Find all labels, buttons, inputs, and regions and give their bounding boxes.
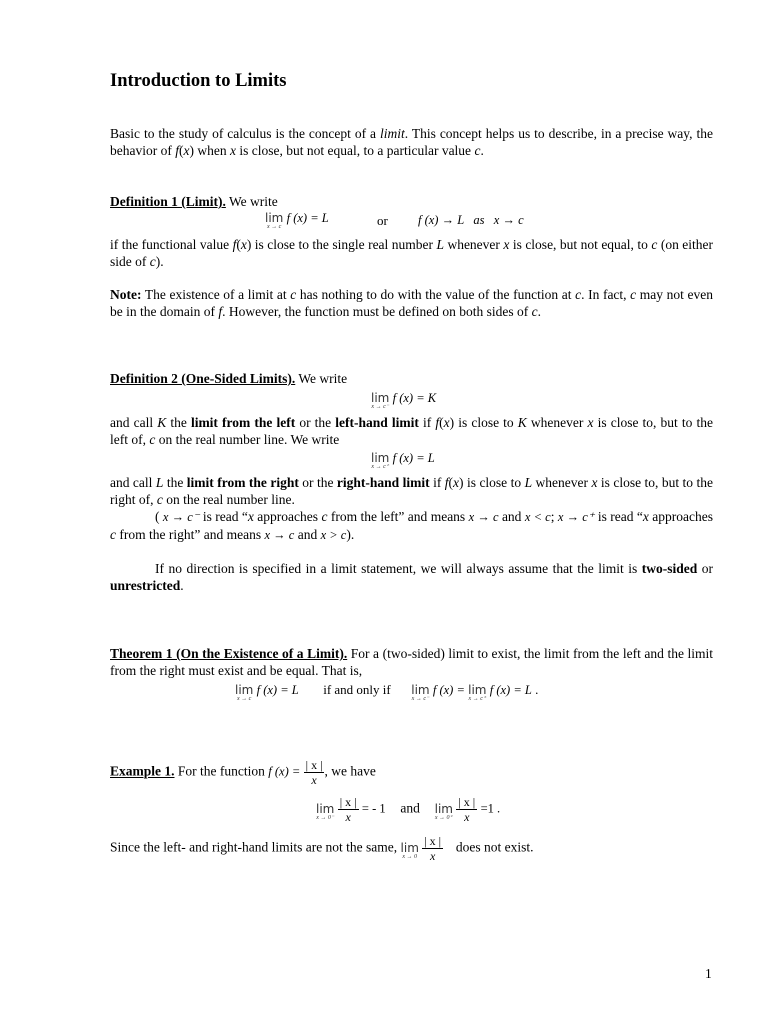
note-label: Note: xyxy=(110,287,142,302)
theorem-1-paragraph: Theorem 1 (On the Existence of a Limit). For a (two-sided) limit to exist, the limit from the left and the limit from the right must exist and be equal. That is, xyxy=(110,646,713,678)
definition-2-heading-line: Definition 2 (One-Sided Limits). We write xyxy=(110,371,348,386)
example-1-conclusion: Since the left- and right-hand limits are not the same, lim x → 0 $\frac{| x |}{x}$ does not exist. xyxy=(110,834,534,863)
theorem-1-heading: Theorem 1 (On the Existence of a Limit). xyxy=(110,646,348,661)
definition-2-right-limit-text: and call L the limit from the right or the right-hand limit if f(x) is close to L whenever x is close to, but to the right of, c on the real number line. xyxy=(110,475,713,507)
note-paragraph: Note: The existence of a limit at c has nothing to do with the value of the function at c. In fact, c may not even be in the domain of f. However, the function must be defined on both sides of c. xyxy=(110,287,713,319)
theorem-1-equation: lim x → c f (x) = L if and only if lim x → c⁻ f (x) = lim x → c⁺ f (x) = L . xyxy=(235,682,539,702)
definition-2-default-text: If no direction is specified in a limit statement, we will always assume that the limit is two-sided or unrestricted. xyxy=(110,561,713,593)
definition-1-equation-right: f (x) → L as x → c xyxy=(418,213,524,227)
page-number: 1 xyxy=(705,966,712,981)
page-title: Introduction to Limits xyxy=(110,71,287,91)
definition-2-equation-left: lim x → c⁻ f (x) = K xyxy=(371,391,437,410)
example-1-limits: lim x → 0⁻ $\frac{| x |}{x}$ = - 1 and lim x → 0⁺ $\frac{| x |}{x}$ =1 . xyxy=(316,795,501,824)
definition-1-heading-line: Definition 1 (Limit). We write xyxy=(110,194,278,209)
definition-1-body: if the functional value f(x) is close to the single real number L whenever x is close, but not equal, to c (on either side of c). xyxy=(110,237,714,269)
definition-1-equation-left: lim x → c f (x) = L xyxy=(265,211,329,230)
definition-2-notation-text: ( x → c⁻ is read “x approaches c from the left” and means x → c and x < c; x → c⁺ is read “x approaches c from the right” and means x → c and x > c). xyxy=(110,509,714,542)
definition-1-heading: Definition 1 (Limit). xyxy=(110,194,226,209)
definition-2-equation-right: lim x → c⁺ f (x) = L xyxy=(371,451,435,470)
intro-paragraph: Basic to the study of calculus is the concept of a limit. This concept helps us to describe, in a precise way, the behavior of f(x) when x is close, but not equal, to a particular value c. xyxy=(110,126,713,158)
definition-1-or: or xyxy=(377,213,388,228)
definition-2-heading: Definition 2 (One-Sided Limits). xyxy=(110,371,296,386)
definition-2-left-limit-text: and call K the limit from the left or the left-hand limit if f(x) is close to K whenever x is close to, but to the left of, c on the real number line. We write xyxy=(110,415,713,447)
example-1-heading: Example 1. xyxy=(110,763,175,779)
example-1-intro: Example 1. For the function f (x) = $\frac{| x |}{x}$ , we have xyxy=(110,758,376,787)
